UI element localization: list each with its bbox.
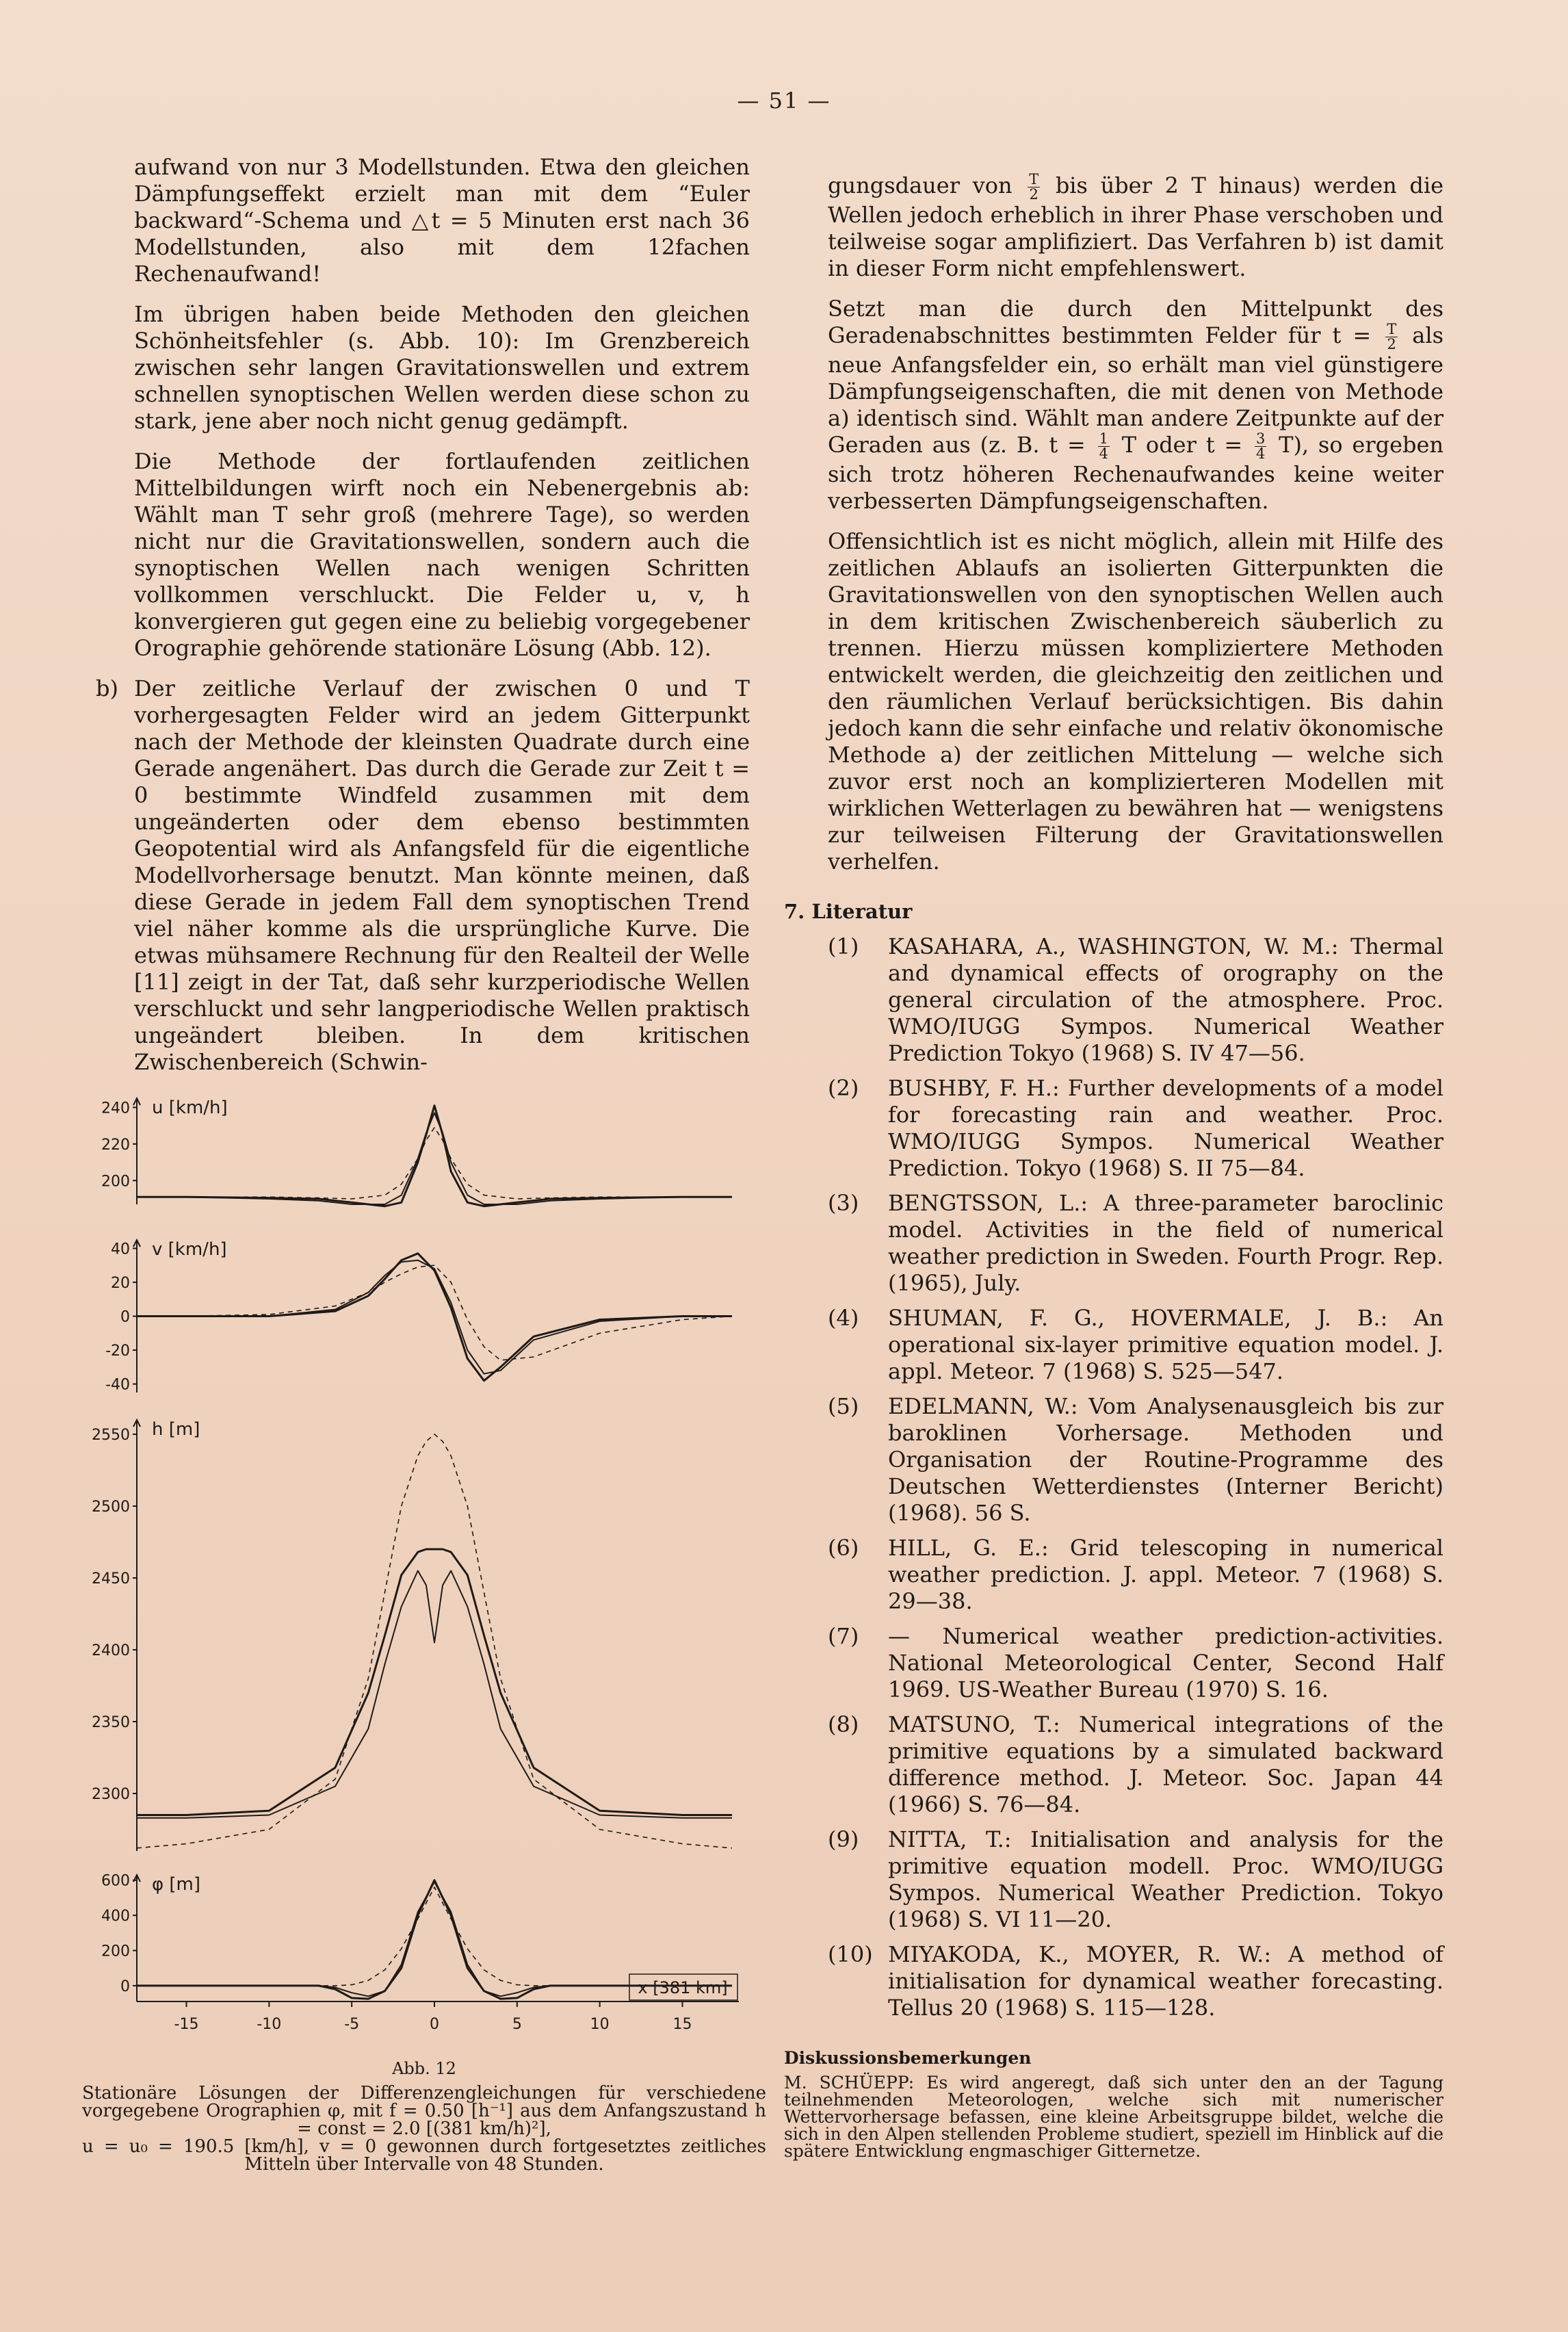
tick-label: 200 (101, 1943, 130, 1960)
axis-label: φ [m] (152, 1874, 201, 1895)
caption-line: Stationäre Lösungen der Differenzengleichungen für verschiedene vorgegebene Orographien φ, mit f = 0.50 [h⁻¹] aus dem Anfangszustand h = const = 2.0 [(381 km/h)²], (82, 2083, 766, 2139)
reference-item (828, 1535, 1443, 1615)
reference-text: NITTA, T.: Initialisation and analysis for the primitive equation modell. Proc. WMO/IUGG Sympos. Numerical Weather Prediction. Tokyo (1968) S. VI 11—20. (888, 1826, 1443, 1932)
reference-text: MIYAKODA, K., MOYER, R. W.: A method of initialisation for dynamical weather forecasting. Tellus 20 (1968) S. 115—128. (888, 1941, 1443, 2021)
panel-0 (101, 1098, 732, 1206)
discussion-text: M. SCHÜEPP: Es wird angeregt, daß sich unter den an der Tagung teilnehmenden Meteorologen, welche sich mit numerischer Wettervorhersage befassen, eine kleine Arbeitsgruppe bildet, welche die sich in den Alpen stellenden Probleme studiert, speziell im Hinblick auf die spätere Entwicklung engmaschiger Gitternetze. (784, 2073, 1443, 2161)
text-run: gungsdauer von (828, 172, 1012, 198)
paragraph: aufwand von nur 3 Modellstunden. Etwa den gleichen Dämpfungseffekt erzielt man mit dem “Euler backward“-Schema und △t = 5 Minuten erst nach 36 Modellstunden, also mit dem 12fachen Rechenaufwand! (134, 154, 750, 287)
x-axis-label: x [381 km] (638, 1978, 728, 1997)
series-line-solid-a (137, 1549, 732, 1815)
reference-number: (7) (828, 1623, 859, 1649)
reference-number: (4) (828, 1305, 859, 1331)
panel-2 (92, 1419, 732, 1851)
text-run: T oder t = (1121, 432, 1243, 458)
figure-12 (82, 1088, 766, 2053)
section-heading: 7. Literatur (784, 900, 913, 923)
axis-label: u [km/h] (152, 1098, 228, 1118)
caption-line: u = u₀ = 190.5 [km/h], v = 0 gewonnen durch fortgesetztes zeitliches Mitteln über Intervalle von 48 Stunden. (82, 2136, 766, 2175)
reference-number: (3) (828, 1190, 859, 1216)
tick-label: -5 (344, 2016, 360, 2033)
series-line-solid-a (137, 1106, 732, 1206)
reference-item (828, 1623, 1443, 1703)
tick-label: -10 (257, 2016, 282, 2033)
discussion-heading: Diskussionsbemerkungen (784, 2048, 1032, 2068)
fraction (1255, 432, 1266, 461)
reference-item (828, 1190, 1443, 1297)
figure-caption (82, 2060, 766, 2173)
paragraph (828, 172, 1443, 282)
numerator: 3 (1255, 430, 1266, 447)
tick-label: 2400 (92, 1642, 130, 1659)
numerator: T (1029, 171, 1039, 187)
paragraph: Die Methode der fortlaufenden zeitlichen Mittelbildungen wirft noch ein Nebenergebnis ab: Wählt man T sehr groß (mehrere Tage), so werden nicht nur die Gravitationswellen, sondern auch die synoptischen Wellen nach wenigen Schritten vollkommen verschluckt. Die Felder u, v, h konvergieren gut gegen eine zu beliebig vorgegebener Orographie gehörende stationäre Lösung (Abb. 12). (134, 448, 750, 661)
reference-text: BENGTSSON, L.: A three-parameter baroclinic model. Activities in the field of numerical weather prediction in Sweden. Fourth Progr. Rep. (1965), July. (888, 1190, 1443, 1296)
tick-label: 20 (111, 1274, 130, 1292)
tick-label: 0 (120, 1978, 130, 1995)
tick-label: 200 (101, 1173, 130, 1191)
fraction (1028, 172, 1040, 202)
list-item-b (96, 675, 750, 1076)
axis-label: v [km/h] (152, 1239, 227, 1260)
list-marker: b) (96, 675, 118, 701)
reference-item (828, 1711, 1443, 1818)
figure-label: Abb. 12 (392, 2059, 456, 2078)
tick-label: 400 (101, 1908, 130, 1926)
reference-item (828, 1393, 1443, 1527)
reference-text: KASAHARA, A., WASHINGTON, W. M.: Thermal and dynamical effects of orography on the general circulation of the atmosphere. Proc. WMO/IUGG Sympos. Numerical Weather Prediction Tokyo (1968) S. IV 47—56. (888, 933, 1443, 1066)
tick-label: 600 (101, 1872, 130, 1890)
reference-text: — Numerical weather prediction-activities. National Meteorological Center, Second Half 1969. US-Weather Bureau (1970) S. 16. (888, 1623, 1443, 1702)
tick-label: 2500 (92, 1499, 130, 1516)
reference-item (828, 1305, 1443, 1385)
denominator: 2 (1029, 186, 1038, 203)
list-item-text: Der zeitliche Verlauf der zwischen 0 und T vorhergesagten Felder wird an jedem Gitterpunkt nach der Methode der kleinsten Quadrate durch eine Gerade angenähert. Das durch die Gerade zur Zeit t = 0 bestimmte Windfeld zusammen mit dem ungeänderten oder dem ebenso bestimmten Geopotential wird als Anfangsfeld für die eigentliche Modellvorhersage benutzt. Man könnte meinen, daß diese Gerade in jedem Fall dem synoptischen Trend viel näher komme als die ursprüngliche Kurve. Die etwas mühsamere Rechnung für den Realteil der Welle [11] zeigt in der Tat, daß sehr kurzperiodische Wellen verschluckt und sehr langperiodische Wellen praktisch ungeändert bleiben. In dem kritischen Zwischenbereich (Schwin- (134, 675, 750, 1075)
denominator: 4 (1099, 445, 1108, 462)
tick-label: 2450 (92, 1570, 130, 1588)
reference-number: (5) (828, 1393, 859, 1419)
paragraph (828, 296, 1443, 515)
denominator: 4 (1255, 445, 1266, 462)
page-number: — 51 — (737, 88, 831, 114)
tick-label: 10 (590, 2016, 610, 2033)
reference-text: SHUMAN, F. G., HOVERMALE, J. B.: An operational six-layer primitive equation model. J. appl. Meteor. 7 (1968) S. 525—547. (888, 1305, 1443, 1384)
reference-number: (8) (828, 1711, 859, 1737)
paragraph: Offensichtlich ist es nicht möglich, allein mit Hilfe des zeitlichen Ablaufs an isolierten Gitterpunkten die Gravitationswellen von den synoptischen Wellen auch in dem kritischen Zwischenbereich säuberlich zu trennen. Hierzu müssen kompliziertere Methoden entwickelt werden, die gleichzeitig den zeitlichen und den räumlichen Verlauf berücksichtigen. Bis dahin jedoch kann die sehr einfache und relativ ökonomische Methode a) der zeitlichen Mittelung — welche sich zuvor erst noch an komplizierteren Modellen mit wirklichen Wetterlagen zu bewähren hat — wenigstens zur teilweisen Filterung der Gravitationswellen verhelfen. (828, 528, 1443, 875)
tick-label: 0 (430, 2016, 439, 2033)
reference-item (828, 1941, 1443, 2021)
reference-item (828, 1075, 1443, 1182)
series-line-solid-b (137, 1571, 732, 1818)
reference-number: (9) (828, 1826, 859, 1852)
panel-1 (105, 1239, 732, 1394)
axis-label: h [m] (152, 1419, 200, 1440)
tick-label: -40 (105, 1376, 130, 1394)
series-line-solid-b (137, 1113, 732, 1204)
tick-label: 0 (120, 1308, 130, 1326)
reference-text: MATSUNO, T.: Numerical integrations of the primitive equations by a simulated backward difference method. J. Meteor. Soc. Japan 44 (1966) S. 76—84. (888, 1711, 1443, 1817)
denominator: 2 (1387, 336, 1396, 352)
text-run: Setzt man die durch den Mittelpunkt des Geradenabschnittes bestimmten Felder für t = (828, 296, 1443, 348)
tick-label: 5 (512, 2016, 522, 2033)
fraction (1098, 432, 1110, 461)
tick-label: 2350 (92, 1714, 130, 1731)
paragraph: Im übrigen haben beide Methoden den gleichen Schönheitsfehler (s. Abb. 10): Im Grenzbereich zwischen sehr langen Gravitationswellen und extrem schnellen synoptischen Wellen werden diese schon zu stark, jene aber noch nicht genug gedämpft. (134, 301, 750, 434)
reference-number: (1) (828, 933, 859, 959)
reference-text: BUSHBY, F. H.: Further developments of a model for forecasting rain and weather. Proc. WMO/IUGG Sympos. Numerical Weather Prediction. Tokyo (1968) S. II 75—84. (888, 1075, 1443, 1181)
text-run: T), so ergeben sich trotz höheren Rechenaufwandes keine weiter verbesserten Dämpfungseigenschaften. (828, 432, 1444, 514)
tick-label: 40 (111, 1241, 130, 1258)
series-line-dashed (137, 1887, 732, 1986)
reference-item (828, 1826, 1443, 1933)
reference-text: EDELMANN, W.: Vom Analysenausgleich bis zur baroklinen Vorhersage. Methoden und Organisation der Routine-Programme des Deutschen Wetterdienstes (Interner Bericht) (1968). 56 S. (888, 1393, 1443, 1526)
tick-label: 220 (101, 1136, 130, 1154)
reference-number: (2) (828, 1075, 859, 1101)
text-run: bis über 2 T hinaus) werden die Wellen jedoch erheblich in ihrer Phase verschoben und teilweise sogar amplifiziert. Das Verfahren b) ist damit in dieser Form nicht empfehlenswert. (828, 172, 1443, 281)
series-line-dashed (137, 1265, 732, 1360)
tick-label: -15 (174, 2016, 199, 2033)
numerator: T (1387, 321, 1397, 337)
left-column (96, 154, 750, 1089)
text-run: als neue Anfangsfelder ein, so erhält man viel günstigere Dämpfungseigenschaften, die mit denen von Methode a) identisch sind. Wählt man andere Zeitpunkte auf der Geraden aus (z. B. t = (828, 322, 1443, 458)
reference-number: (6) (828, 1535, 859, 1561)
numerator: 1 (1099, 430, 1108, 447)
series-line-dashed (137, 1128, 732, 1199)
right-column (784, 171, 1444, 2161)
tick-label: 2300 (92, 1786, 130, 1803)
reference-number: (10) (828, 1941, 873, 1967)
reference-text: HILL, G. E.: Grid telescoping in numerical weather prediction. J. appl. Meteor. 7 (1968) S. 29—38. (888, 1535, 1443, 1614)
reference-list (828, 933, 1443, 2021)
tick-label: 240 (101, 1100, 130, 1117)
fraction (1385, 322, 1398, 352)
tick-label: 2550 (92, 1427, 130, 1444)
series-line-solid-a (137, 1254, 732, 1381)
tick-label: 15 (672, 2016, 692, 2033)
tick-label: -20 (105, 1343, 130, 1360)
reference-item (828, 933, 1443, 1067)
